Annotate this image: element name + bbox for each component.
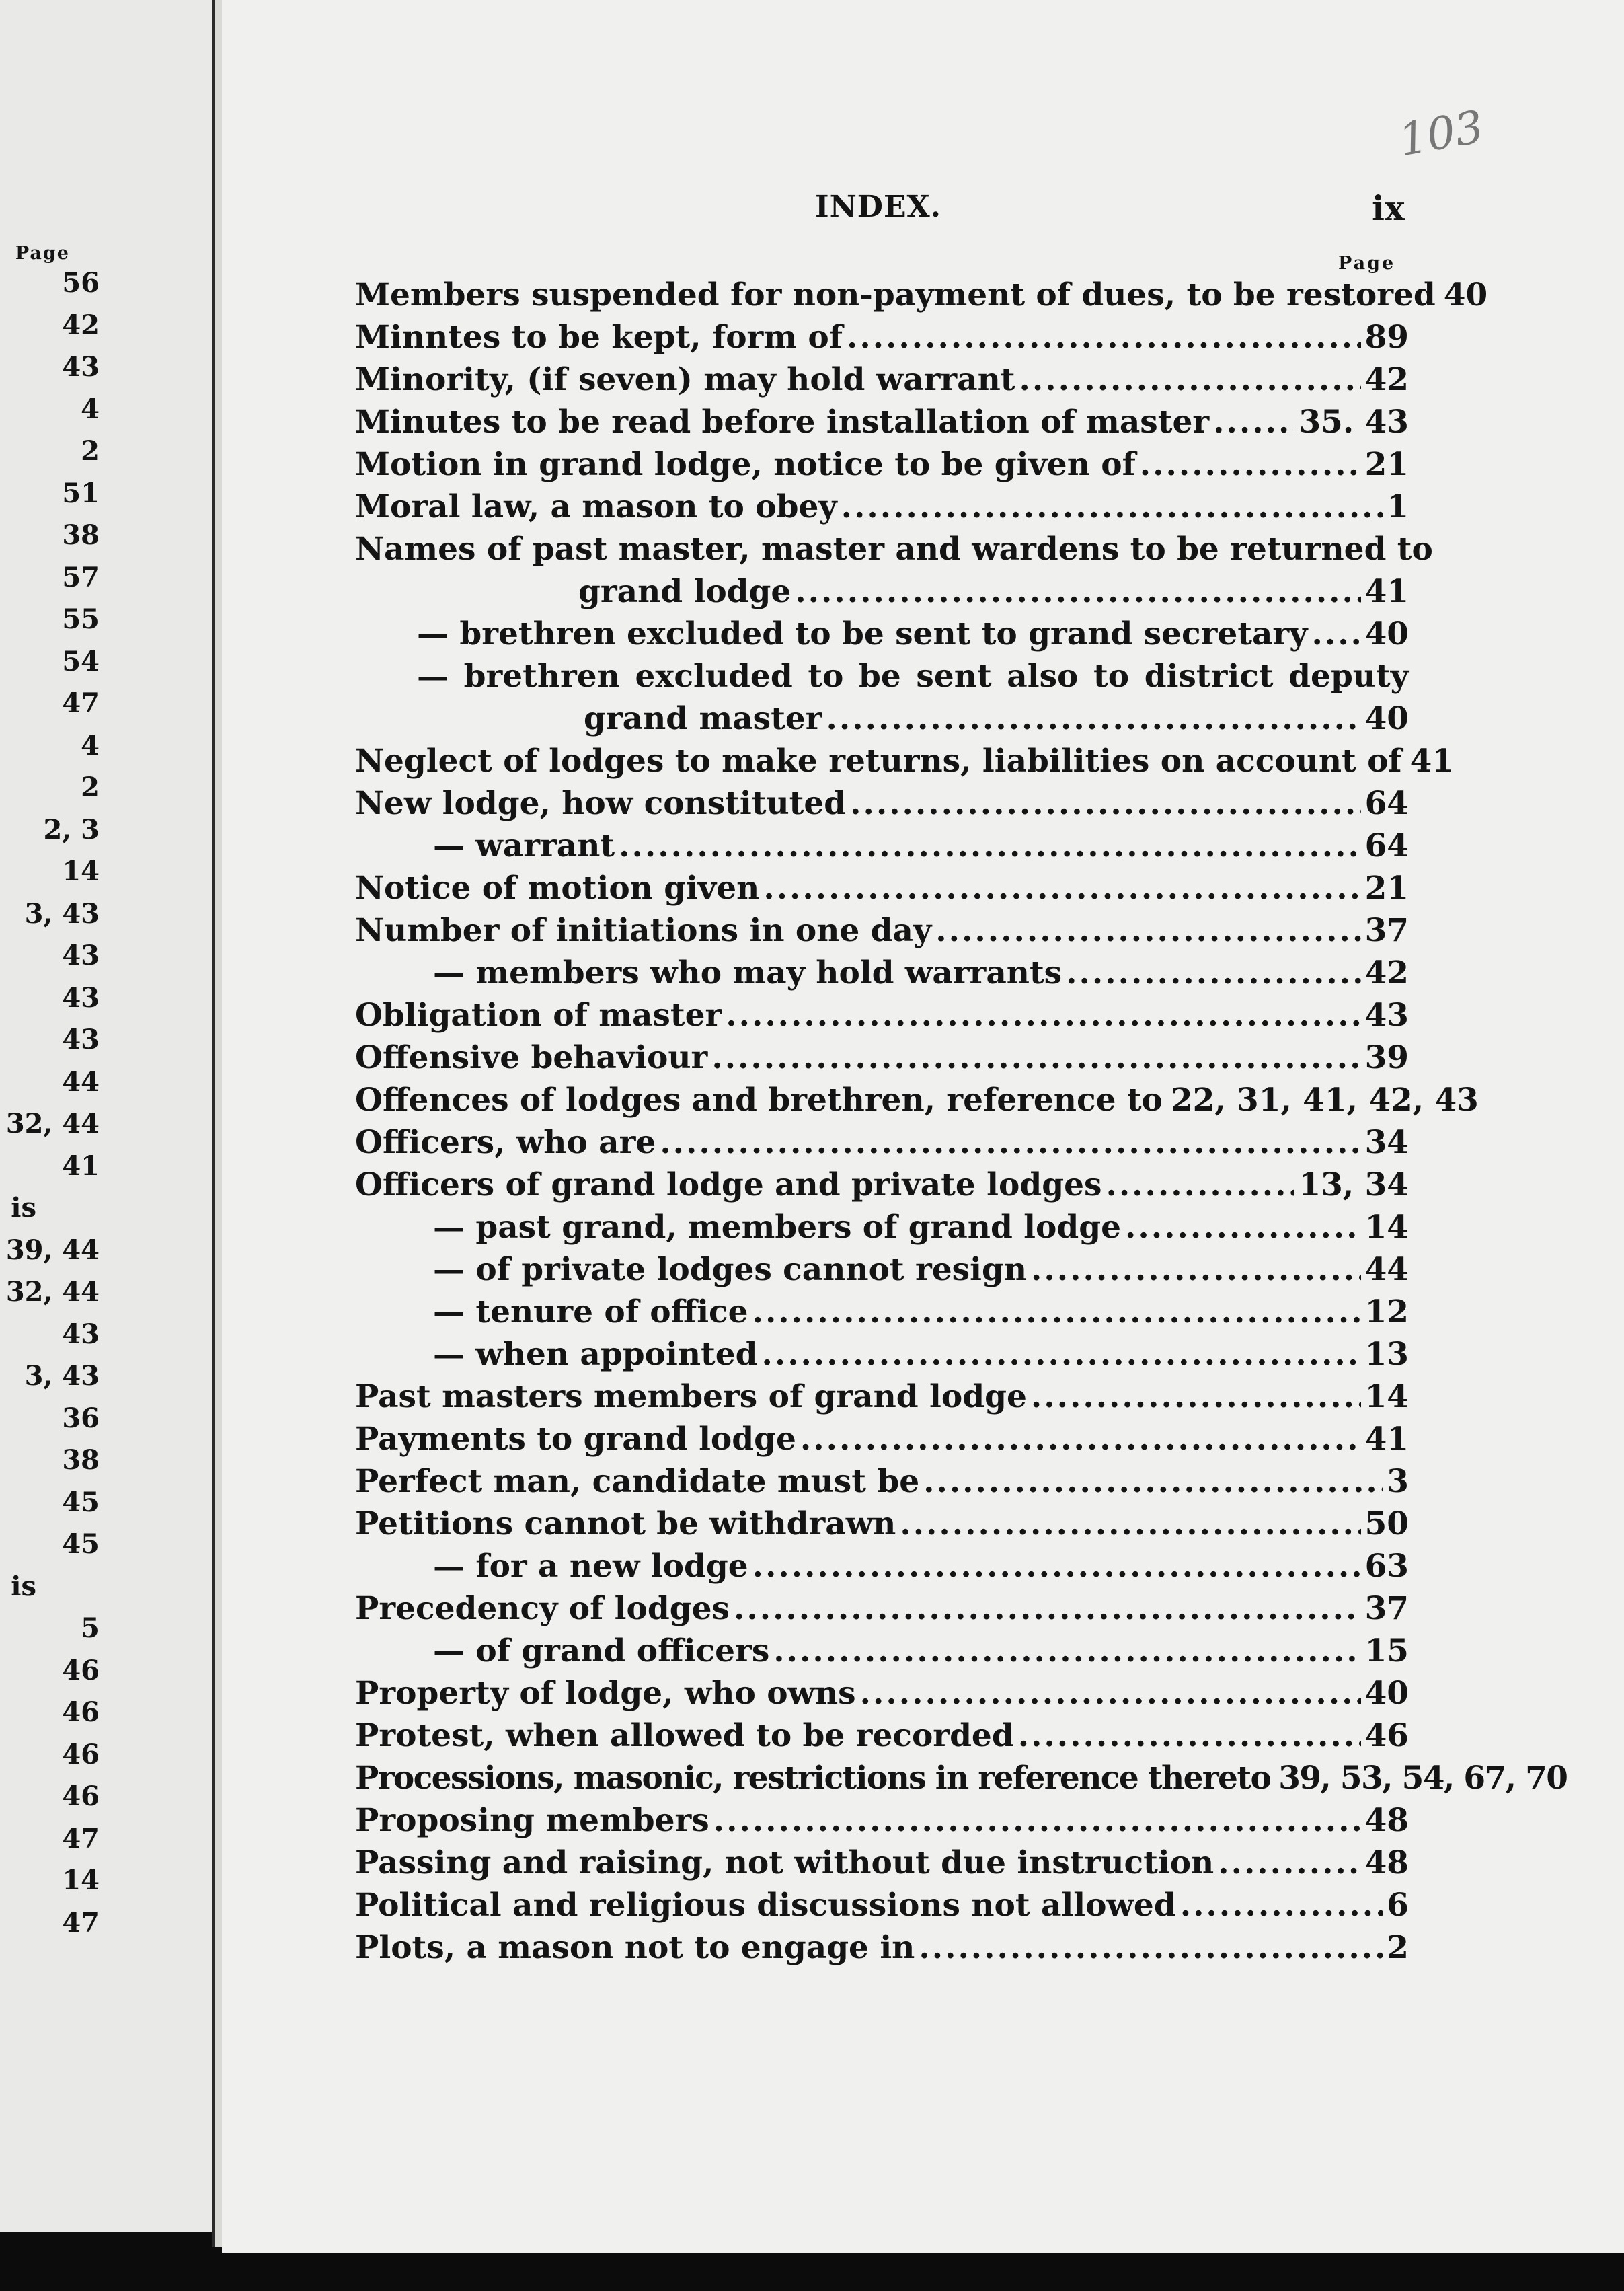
entry-page: 48 xyxy=(1364,1802,1409,1839)
left-page-number: 46 xyxy=(62,1655,100,1686)
left-page-number: 46 xyxy=(62,1739,100,1770)
entry-page: 40 xyxy=(1364,615,1409,652)
entry-page: 3 xyxy=(1387,1463,1409,1500)
left-page-number: 55 xyxy=(62,603,100,635)
index-entry xyxy=(355,1291,1409,1333)
left-page-number: 46 xyxy=(62,1780,100,1812)
entry-text: Offences of lodges and brethren, reference to xyxy=(355,1082,1163,1119)
entry-text: Officers, who are xyxy=(355,1124,656,1161)
entry-text: Petitions cannot be withdrawn xyxy=(355,1505,896,1542)
entry-text: Plots, a mason not to engage in xyxy=(355,1929,915,1966)
left-page-number: 32, 44 xyxy=(5,1108,100,1139)
left-page-number: 39, 44 xyxy=(5,1234,100,1266)
entry-text: Precedency of lodges xyxy=(355,1590,730,1627)
entry-text: Obligation of master xyxy=(355,997,722,1034)
entry-page: 39 xyxy=(1364,1039,1409,1076)
left-page xyxy=(0,0,212,2232)
left-page-number: 46 xyxy=(62,1696,100,1728)
index-entry xyxy=(355,1927,1409,1969)
entry-text: Passing and raising, not without due instruction xyxy=(355,1844,1214,1881)
page-title: INDEX. xyxy=(815,190,941,224)
index-entry xyxy=(355,359,1409,401)
entry-text: New lodge, how constituted xyxy=(355,785,847,822)
index-entry xyxy=(355,1376,1409,1418)
index-entry xyxy=(355,1673,1409,1715)
entry-page: 63 xyxy=(1364,1548,1409,1585)
left-page-number: 43 xyxy=(62,1024,100,1055)
entry-text: Property of lodge, who owns xyxy=(355,1675,856,1712)
entry-text: grand master xyxy=(584,700,822,737)
entry-text: Perfect man, candidate must be xyxy=(355,1463,920,1500)
index-entry xyxy=(355,402,1409,443)
entry-text: — members who may hold warrants xyxy=(433,954,1062,991)
left-page-number: 47 xyxy=(62,1823,100,1854)
left-page-number: 32, 44 xyxy=(5,1276,100,1308)
entry-text: Number of initiations in one day xyxy=(355,912,932,949)
index-entry xyxy=(355,486,1409,528)
entry-text-line: Names of past master, master and wardens to be returned to xyxy=(355,531,1433,568)
page-number: ix xyxy=(1372,188,1405,228)
entry-page: 37 xyxy=(1364,1590,1409,1627)
index-entry xyxy=(355,1885,1409,1926)
entry-page: 39, 53, 54, 67, 70 xyxy=(1278,1760,1568,1797)
entry-text: Processions, masonic, restrictions in reference thereto xyxy=(355,1760,1271,1797)
entry-text: — past grand, members of grand lodge xyxy=(433,1209,1122,1246)
left-page-number: 47 xyxy=(62,687,100,719)
entry-text: Political and religious discussions not allowed xyxy=(355,1887,1176,1924)
entry-text: — of private lodges cannot resign xyxy=(433,1251,1028,1288)
left-page-number: 3, 43 xyxy=(24,898,100,930)
entry-page: 43 xyxy=(1364,997,1409,1034)
left-page-number: 56 xyxy=(62,267,100,299)
entry-page: 14 xyxy=(1364,1209,1409,1246)
entry-text: Past masters members of grand lodge xyxy=(355,1378,1027,1415)
entry-page: 42 xyxy=(1364,361,1409,398)
index-entry xyxy=(355,868,1409,909)
left-page-number: 57 xyxy=(62,562,100,593)
entry-page: 40 xyxy=(1364,1675,1409,1712)
index-entry xyxy=(355,1715,1409,1757)
entry-page: 22, 31, 41, 42, 43 xyxy=(1170,1082,1479,1119)
library-stamp: 103 xyxy=(1395,100,1487,167)
left-page-number: 43 xyxy=(62,351,100,383)
left-page-number: 38 xyxy=(62,1444,100,1476)
entry-text: Payments to grand lodge xyxy=(355,1421,796,1458)
index-entry xyxy=(355,1758,1568,1799)
entry-text: Members suspended for non-payment of dues, to be restored xyxy=(355,276,1436,313)
entry-text: Proposing members xyxy=(355,1802,709,1839)
entry-page: 40 xyxy=(1364,700,1409,737)
entry-text: Officers of grand lodge and private lodges xyxy=(355,1166,1102,1203)
entry-page: 64 xyxy=(1364,785,1409,822)
entry-page: 89 xyxy=(1364,319,1409,356)
entry-page: 13, 34 xyxy=(1299,1166,1409,1203)
entry-page: 12 xyxy=(1364,1293,1409,1330)
left-page-number: 44 xyxy=(62,1066,100,1098)
entry-text: — brethren excluded to be sent to grand secretary xyxy=(417,615,1308,652)
entry-text: Protest, when allowed to be recorded xyxy=(355,1717,1014,1754)
left-page-number: 51 xyxy=(62,478,100,509)
page-column-header: Page xyxy=(1338,253,1396,274)
entry-text: — tenure of office xyxy=(433,1293,748,1330)
left-page-number: 43 xyxy=(62,1318,100,1350)
entry-page: 2 xyxy=(1387,1929,1409,1966)
entry-text: Neglect of lodges to make returns, liabilities on account of xyxy=(355,743,1402,780)
left-page-number: 42 xyxy=(62,309,100,341)
left-page-number: 43 xyxy=(62,982,100,1014)
left-page-number: 4 xyxy=(81,730,100,761)
index-entry xyxy=(355,274,1488,316)
entry-page: 13 xyxy=(1364,1336,1409,1373)
left-page-number: 45 xyxy=(62,1487,100,1518)
index-entry xyxy=(355,783,1409,825)
left-page-number: 2 xyxy=(81,772,100,803)
left-page-number: 36 xyxy=(62,1402,100,1434)
index-entry xyxy=(355,1164,1409,1206)
entry-page: 41 xyxy=(1364,573,1409,610)
entry-page: 1 xyxy=(1387,488,1409,525)
entry-text-line: — brethren excluded to be sent also to district deputy xyxy=(417,658,1409,695)
scan-border xyxy=(0,2253,1624,2291)
index-entry xyxy=(355,1630,1409,1672)
index-entry xyxy=(355,571,1409,613)
entry-page: 42 xyxy=(1364,954,1409,991)
index-entry xyxy=(355,741,1455,782)
entry-text: Moral law, a mason to obey xyxy=(355,488,837,525)
entry-page: 21 xyxy=(1364,870,1409,907)
entry-text: grand lodge xyxy=(578,573,791,610)
entry-page: 35. 43 xyxy=(1299,404,1409,441)
index-entry xyxy=(355,1419,1409,1460)
index-entry xyxy=(355,910,1409,952)
left-page-number: 41 xyxy=(62,1150,100,1182)
left-page-number: 14 xyxy=(62,1865,100,1896)
entry-page: 44 xyxy=(1364,1251,1409,1288)
left-page-number: 5 xyxy=(81,1612,100,1644)
entry-text: Minutes to be read before installation of master xyxy=(355,404,1210,441)
entry-page: 50 xyxy=(1364,1505,1409,1542)
entry-text: Notice of motion given xyxy=(355,870,760,907)
left-page-number: 2 xyxy=(81,435,100,467)
index-entry xyxy=(355,698,1409,740)
index-entry xyxy=(355,952,1409,994)
entry-page: 48 xyxy=(1364,1844,1409,1881)
entry-page: 40 xyxy=(1443,276,1488,313)
left-page-number: 43 xyxy=(62,940,100,971)
index-entry xyxy=(355,444,1409,486)
entry-page: 41 xyxy=(1364,1421,1409,1458)
left-page-fragment: is xyxy=(11,1571,36,1602)
index-entry xyxy=(355,1546,1409,1587)
entry-text: — for a new lodge xyxy=(433,1548,748,1585)
left-page-number: 54 xyxy=(62,646,100,677)
left-page-number: 3, 43 xyxy=(24,1360,100,1392)
index-entry xyxy=(355,825,1409,867)
entry-page: 64 xyxy=(1364,827,1409,864)
index-entry xyxy=(355,1207,1409,1248)
index-entry xyxy=(355,1588,1409,1630)
index-entry xyxy=(355,1037,1409,1079)
index-entry xyxy=(355,1080,1479,1121)
left-page-number: 47 xyxy=(62,1907,100,1939)
entry-text: — of grand officers xyxy=(433,1632,770,1669)
left-page-number: 4 xyxy=(81,393,100,425)
left-page-number: 2, 3 xyxy=(43,814,100,846)
index-entry xyxy=(355,1122,1409,1164)
entry-page: 41 xyxy=(1409,743,1455,780)
index-entry xyxy=(355,1842,1409,1884)
entry-text: Minntes to be kept, form of xyxy=(355,319,843,356)
entry-text: — warrant xyxy=(433,827,615,864)
entry-text: Motion in grand lodge, notice to be given of xyxy=(355,446,1136,483)
left-page-column-header: Page xyxy=(15,243,70,264)
left-page-number: 38 xyxy=(62,519,100,551)
left-page-number: 45 xyxy=(62,1528,100,1560)
entry-page: 15 xyxy=(1364,1632,1409,1669)
index-entry xyxy=(355,317,1409,359)
index-entry xyxy=(355,1800,1409,1842)
entry-page: 14 xyxy=(1364,1378,1409,1415)
left-page-fragment: is xyxy=(11,1192,36,1224)
index-entry xyxy=(355,1334,1409,1376)
entry-text: Offensive behaviour xyxy=(355,1039,708,1076)
left-page-number: 14 xyxy=(62,856,100,887)
index-entry xyxy=(355,613,1409,655)
index-entry xyxy=(355,1249,1409,1291)
entry-text: Minority, (if seven) may hold warrant xyxy=(355,361,1015,398)
index-entry xyxy=(355,1461,1409,1503)
entry-page: 21 xyxy=(1364,446,1409,483)
entry-page: 6 xyxy=(1387,1887,1409,1924)
index-entry xyxy=(355,1503,1409,1545)
entry-page: 34 xyxy=(1364,1124,1409,1161)
entry-page: 46 xyxy=(1364,1717,1409,1754)
entry-text: — when appointed xyxy=(433,1336,758,1373)
index-entry xyxy=(355,995,1409,1037)
entry-page: 37 xyxy=(1364,912,1409,949)
